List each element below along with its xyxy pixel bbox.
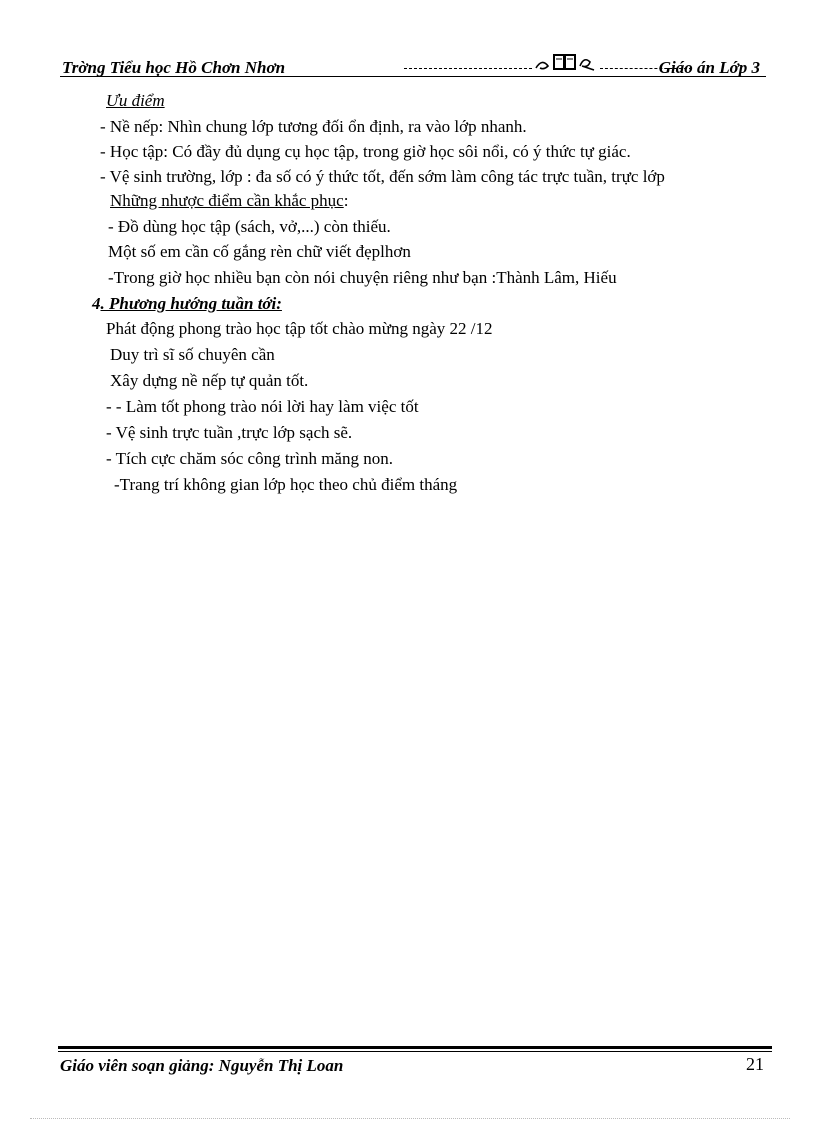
header-rule <box>60 76 766 77</box>
text-line: -Trang trí không gian lớp học theo chủ điểm tháng <box>114 475 458 494</box>
bottom-dotted-line <box>30 1118 790 1119</box>
subject-label: Giáo án Lớp 3 <box>658 58 760 77</box>
text-line: Phát động phong trào học tập tốt chào mừng ngày 22 /12 <box>106 319 493 338</box>
footer-rule-thin <box>58 1051 772 1052</box>
text-line: Một số em cần cố gắng rèn chữ viết đẹplhơn <box>108 242 411 261</box>
header-dash-left <box>404 68 532 69</box>
text-line: - Tích cực chăm sóc công trình măng non. <box>106 449 393 468</box>
nhuoc-diem-heading: Những nhược điểm cần khắc phục: <box>110 191 349 210</box>
text-line: - Nề nếp: Nhìn chung lớp tương đối ổn định, ra vào lớp nhanh. <box>100 117 527 136</box>
text-line: - Vệ sinh trường, lớp : đa số có ý thức tốt, đến sớm làm công tác trực tuần, trực lớp <box>100 167 665 186</box>
section-4-heading: 4. Phương hướng tuần tới: <box>92 294 282 313</box>
text-line: - Đồ dùng học tập (sách, vở,...) còn thiếu. <box>108 217 391 236</box>
page-number: 21 <box>746 1054 764 1074</box>
text-line: Duy trì sĩ số chuyên cần <box>110 345 275 364</box>
text-line: - Học tập: Có đầy đủ dụng cụ học tập, trong giờ học sôi nổi, có ý thức tự giác. <box>100 142 631 161</box>
page-header <box>62 56 766 78</box>
school-name: Trờng Tiểu học Hồ Chơn Nhơn <box>62 58 286 77</box>
footer-rule-thick <box>58 1046 772 1049</box>
text-line: -Trong giờ học nhiều bạn còn nói chuyện riêng như bạn :Thành Lâm, Hiếu <box>108 268 617 287</box>
text-line: - Vệ sinh trực tuần ,trực lớp sạch sẽ. <box>106 423 353 442</box>
uu-diem-heading: Ưu điểm <box>106 91 165 110</box>
text-line: - - Làm tốt phong trào nói lời hay làm việc tốt <box>106 397 419 416</box>
text-line: Xây dựng nề nếp tự quản tốt. <box>110 371 309 390</box>
footer-author: Giáo viên soạn giảng: Nguyễn Thị Loan <box>60 1056 344 1075</box>
book-ornament-icon <box>534 52 598 74</box>
